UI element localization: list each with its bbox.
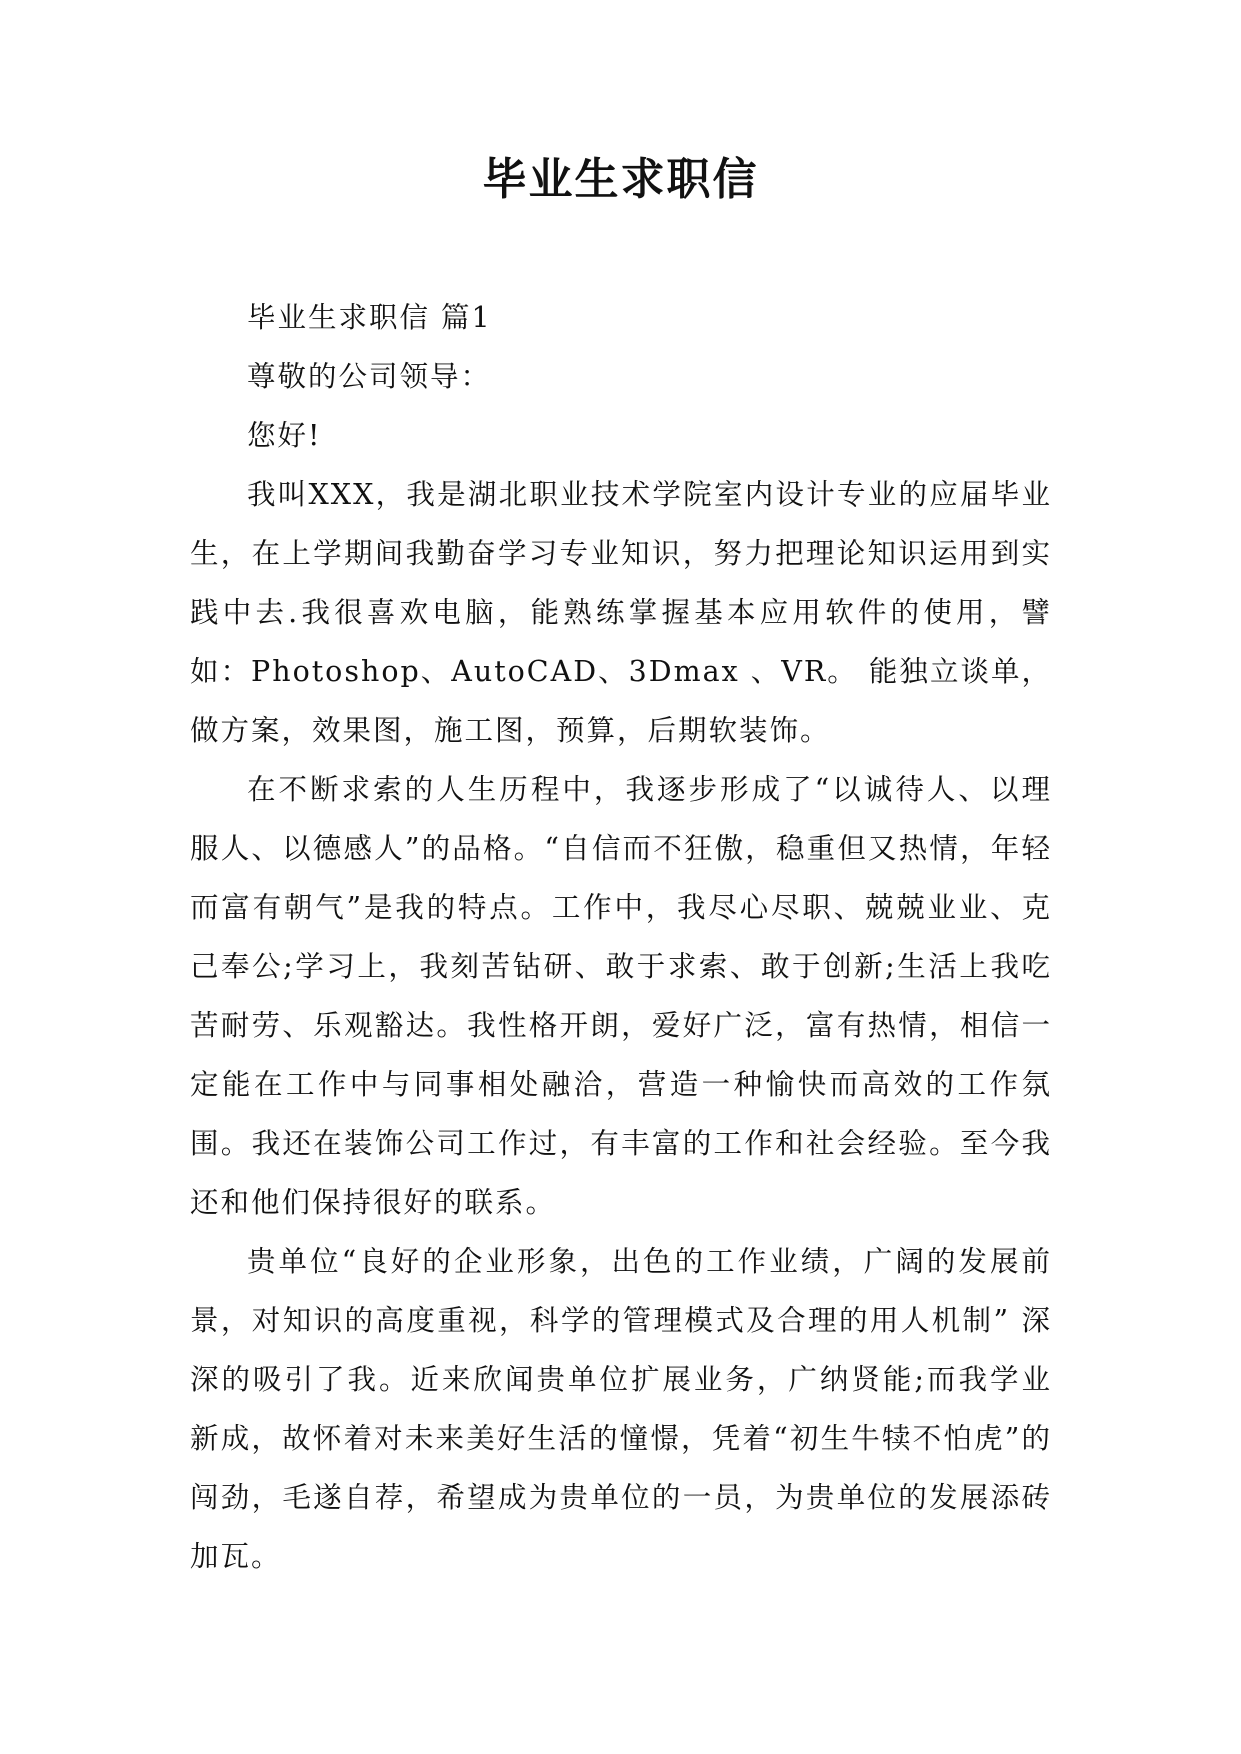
- document-body: [190, 288, 1052, 1586]
- section-heading: 毕业生求职信 篇1: [247, 301, 492, 334]
- paragraph-motivation: 贵单位“良好的企业形象，出色的工作业绩，广阔的发展前景，对知识的高度重视，科学的管理模式及合理的用人机制” 深深的吸引了我。近来欣闻贵单位扩展业务，广纳贤能;而我学业新成，故怀着对未来美好生活的憧憬，凭着“初生牛犊不怕虎”的闯劲，毛遂自荐，希望成为贵单位的一员，为贵单位的发展添砖加瓦。: [190, 1245, 1052, 1573]
- salutation: 尊敬的公司领导：: [247, 360, 492, 393]
- paragraph-character: 在不断求索的人生历程中，我逐步形成了“以诚待人、以理服人、以德感人”的品格。“自信而不狂傲，稳重但又热情，年轻而富有朝气”是我的特点。工作中，我尽心尽职、兢兢业业、克己奉公;学习上，我刻苦钻研、敢于求索、敢于创新;生活上我吃苦耐劳、乐观豁达。我性格开朗，爱好广泛，富有热情，相信一定能在工作中与同事相处融洽，营造一种愉快而高效的工作氛围。我还在装饰公司工作过，有丰富的工作和社会经验。至今我还和他们保持很好的联系。: [190, 773, 1052, 1219]
- greeting: 您好!: [247, 419, 322, 452]
- document-title: 毕业生求职信: [482, 154, 759, 205]
- paragraph-introduction: 我叫XXX，我是湖北职业技术学院室内设计专业的应届毕业生，在上学期间我勤奋学习专业知识，努力把理论知识运用到实践中去.我很喜欢电脑，能熟练掌握基本应用软件的使用，譬如：Photoshop、AutoCAD、3Dmax 、VR。 能独立谈单，做方案，效果图，施工图，预算，后期软装饰。: [190, 478, 1052, 747]
